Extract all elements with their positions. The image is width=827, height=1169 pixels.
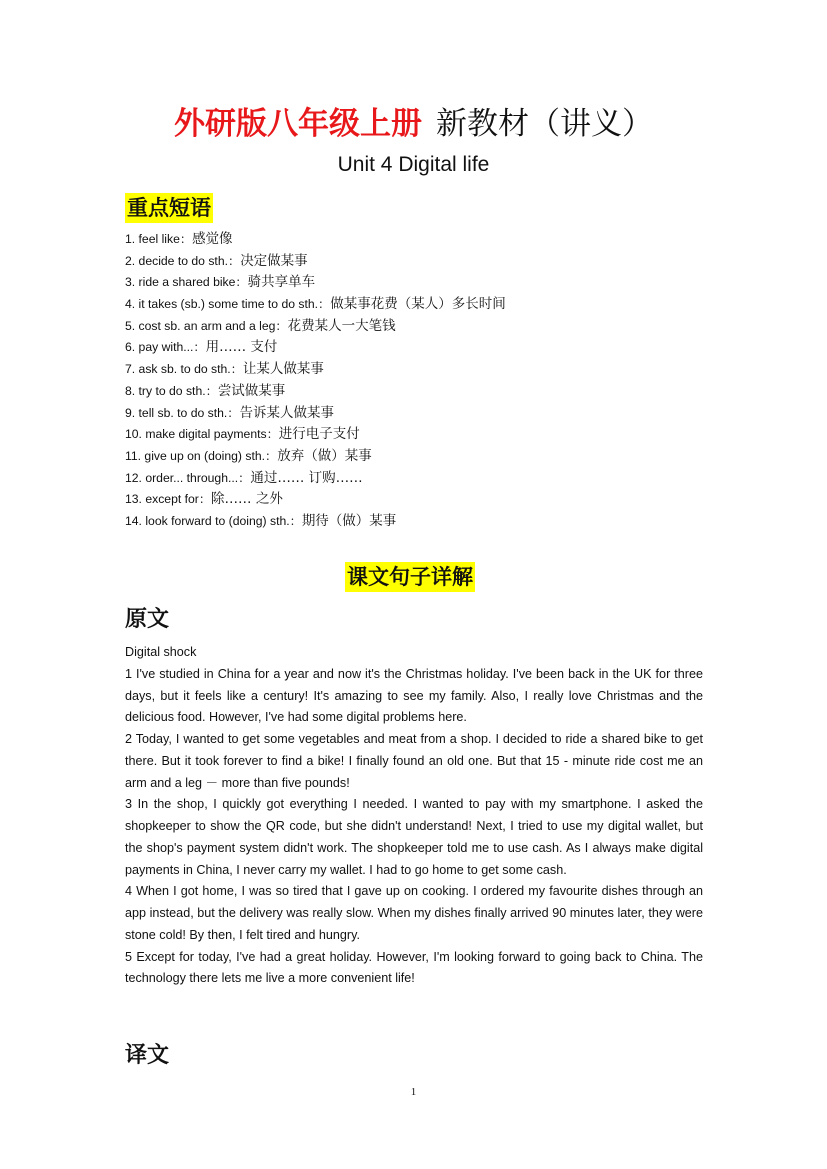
phrase-chinese: 做某事花费（某人）多长时间 — [330, 296, 506, 313]
phrase-item — [125, 359, 725, 381]
phrase-chinese: 骑共享单车 — [247, 274, 316, 291]
document-title — [0, 104, 827, 144]
phrase-english: 12. order... through...： — [125, 470, 251, 485]
phrase-chinese: 除…… 之外 — [211, 491, 283, 508]
phrase-english: 3. ride a shared bike： — [125, 275, 248, 290]
passage-title: Digital shock — [125, 645, 197, 659]
passage-paragraph: 2 Today, I wanted to get some vegetables and meat from a shop. I decided to ride a shared bike to get there. But it took forever to find a bike! I finally found an old one. But that 15 - minute ride cost me an arm and a leg － more than five pounds! — [125, 732, 703, 790]
phrase-english: 9. tell sb. to do sth.： — [125, 405, 240, 420]
passage — [125, 642, 703, 990]
unit-subtitle: Unit 4 Digital life — [337, 153, 490, 176]
phrase-english: 4. it takes (sb.) some time to do sth.： — [125, 297, 331, 312]
phrase-english: 6. pay with...： — [125, 340, 206, 355]
phrase-chinese: 告诉某人做某事 — [239, 404, 334, 421]
passage-paragraph: 5 Except for today, I've had a great holiday. However, I'm looking forward to going back to China. The technology there lets me live a more convenient life! — [125, 949, 703, 986]
title-red-part: 外研版八年级上册 — [174, 106, 422, 142]
original-text-heading: 原文 — [125, 606, 170, 632]
phrase-chinese: 放弃（做）某事 — [277, 447, 372, 464]
phrase-english: 8. try to do sth.： — [125, 383, 218, 398]
phrase-chinese: 决定做某事 — [240, 252, 308, 269]
passage-paragraph: 4 When I got home, I was so tired that I gave up on cooking. I ordered my favourite dishes through an app instead, but the delivery was really slow. When my dishes finally arrived 90 minutes later, they were stone cold! By then, I felt tired and hungry. — [125, 884, 703, 942]
phrase-list — [125, 229, 725, 533]
phrase-chinese: 让某人做某事 — [242, 361, 324, 378]
phrase-english: 14. look forward to (doing) sth.： — [125, 513, 302, 528]
phrase-chinese: 进行电子支付 — [278, 426, 360, 443]
phrase-chinese: 感觉像 — [192, 231, 233, 247]
sentence-explanation-heading: 课文句子详解 — [345, 562, 475, 592]
phrase-item — [125, 468, 725, 490]
phrase-chinese: 尝试做某事 — [217, 382, 286, 399]
phrase-english: 1. feel like： — [125, 232, 193, 246]
phrase-item — [125, 446, 725, 468]
title-black-part: 新教材（讲义） — [436, 106, 653, 142]
phrase-chinese: 花费某人一大笔钱 — [287, 317, 396, 334]
phrase-item — [125, 424, 725, 446]
phrase-chinese: 用…… 支付 — [205, 339, 278, 356]
phrase-english: 13. except for： — [125, 492, 212, 507]
phrase-chinese: 期待（做）某事 — [301, 512, 397, 529]
phrase-item — [125, 337, 725, 359]
phrase-item — [125, 489, 725, 511]
phrase-item — [125, 403, 725, 425]
phrase-english: 10. make digital payments： — [125, 427, 279, 442]
phrase-item — [125, 511, 725, 533]
phrase-english: 7. ask sb. to do sth.： — [125, 362, 243, 377]
phrase-item — [125, 229, 725, 251]
translation-heading: 译文 — [125, 1042, 170, 1068]
passage-paragraph: 3 In the shop, I quickly got everything I needed. I wanted to pay with my smartphone. I asked the shopkeeper to show the QR code, but she didn't understand! Next, I tried to use my digital wallet, but the shop's payment system didn't work. The shopkeeper told me to use cash. As I always make digital payments in China, I never carry my wallet. I had to go home to get some cash. — [125, 797, 703, 877]
phrase-english: 11. give up on (doing) sth.： — [125, 448, 278, 463]
phrase-item — [125, 251, 725, 273]
phrase-english: 2. decide to do sth.： — [125, 253, 241, 268]
page-number: 1 — [410, 1086, 417, 1098]
key-phrases-heading: 重点短语 — [125, 193, 213, 223]
phrase-chinese: 通过…… 订购…… — [250, 469, 363, 486]
passage-paragraph: 1 I've studied in China for a year and now it's the Christmas holiday. I've been back in the UK for three days, but it feels like a century! It's amazing to see my family. Also, I really love Christmas and the delicious food. However, I've had some digital problems here. — [125, 666, 703, 725]
phrase-item — [125, 381, 725, 403]
phrase-english: 5. cost sb. an arm and a leg： — [125, 318, 288, 333]
phrase-item — [125, 316, 725, 338]
phrase-item — [125, 294, 725, 316]
phrase-item — [125, 272, 725, 294]
